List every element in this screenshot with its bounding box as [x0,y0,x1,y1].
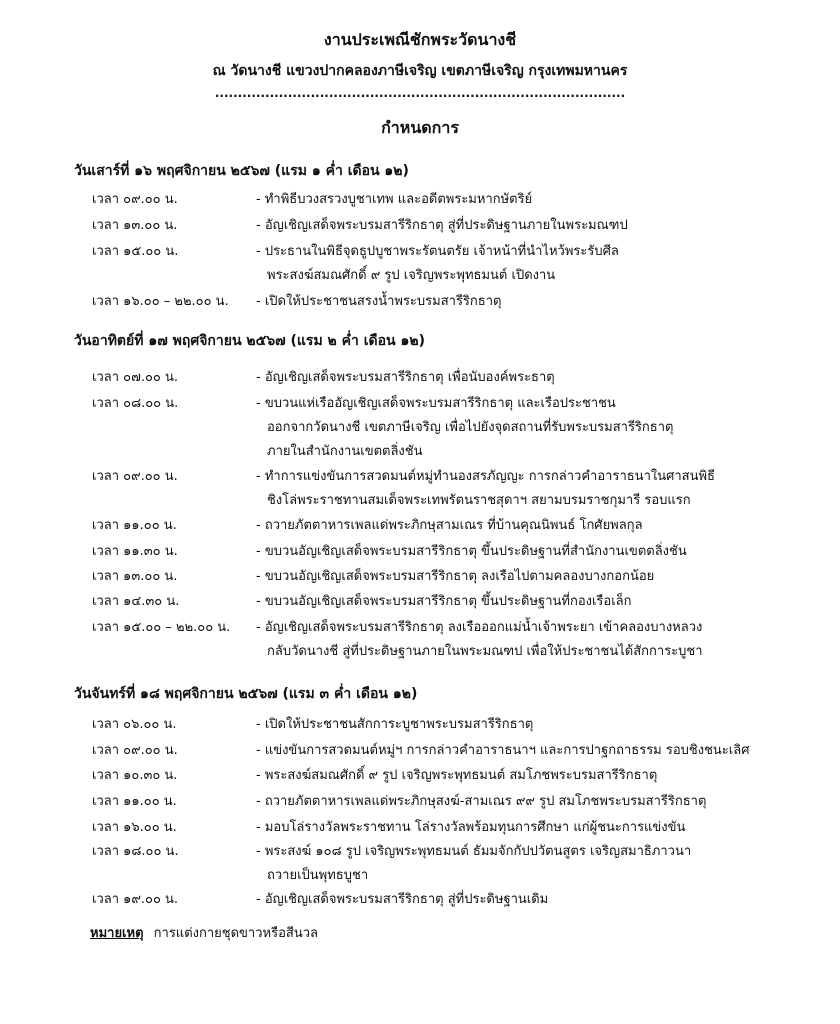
schedule-time: เวลา ๑๕.๐๐ – ๒๒.๐๐ น. [92,620,231,635]
activity-line: - เปิดให้ประชาชนสักการะบูชาพระบรมสารีริกธาตุ [256,717,534,732]
schedule-time: เวลา ๑๑.๐๐ น. [92,794,177,809]
schedule-time: เวลา ๑๖.๐๐ – ๒๒.๐๐ น. [92,294,229,309]
schedule-time: เวลา ๐๘.๐๐ น. [92,396,179,411]
schedule-activity [256,790,816,814]
schedule-time: เวลา ๑๓.๐๐ น. [92,569,178,584]
activity-line: - ประธานในพิธีจุดธูปบูชาพระรัตนตรัย เจ้าหน้าที่นำไหว้พระรับศีล [256,244,619,259]
schedule-time: เวลา ๑๐.๓๐ น. [92,768,178,783]
activity-line: - มอบโล่รางวัลพระราชทาน โล่รางวัลพร้อมทุนการศึกษา แก่ผู้ชนะการแข่งขัน [256,820,686,835]
activity-line: - ขบวนแห่เรืออัญเชิญเสด็จพระบรมสารีริกธาตุ และเรือประชาชน [256,396,616,411]
activity-line: - พระสงฆ์ ๑๐๘ รูป เจริญพระพุทธมนต์ ธัมมจักกัปปวัตนสูตร เจริญสมาธิภาวนา [256,844,692,859]
schedule-activity [256,214,816,238]
activity-line: - พระสงฆ์สมณศักดิ์ ๙ รูป เจริญพระพุทธมนต์ สมโภชพระบรมสารีริกธาตุ [256,768,658,783]
activity-line: - อัญเชิญเสด็จพระบรมสารีริกธาตุ สู่ที่ประดิษฐานเดิม [256,892,549,907]
schedule-activity [256,565,816,589]
schedule-activity [256,816,816,840]
schedule-activity [256,514,816,538]
schedule-time: เวลา ๑๔.๓๐ น. [92,594,180,609]
activity-line: - เปิดให้ประชาชนสรงน้ำพระบรมสารีริกธาตุ [256,294,502,309]
activity-line: - อัญเชิญเสด็จพระบรมสารีริกธาตุ สู่ที่ประดิษฐานภายในพระมณฑป [256,218,628,233]
activity-line: ภายในสำนักงานเขตตลิ่งชัน [267,444,423,459]
schedule-time: เวลา ๐๗.๐๐ น. [92,370,179,385]
schedule-time: เวลา ๐๙.๐๐ น. [92,192,178,207]
schedule-activity [256,540,816,564]
day-heading: วันจันทร์ที่ ๑๘ พฤศจิกายน ๒๕๖๗ (แรม ๓ ค่ำ เดือน ๑๒) [74,686,418,702]
note-label: หมายเหตุ [90,926,144,941]
schedule-heading: กำหนดการ [381,118,459,137]
dotted-separator: .......................................................................................... [214,86,626,100]
schedule-activity [256,392,816,464]
activity-line: - ทำพิธีบวงสรวงบูชาเทพ และอดีตพระมหากษัตริย์ [256,192,533,207]
schedule-time: เวลา ๑๑.๐๐ น. [92,518,177,533]
schedule-time: เวลา ๐๙.๐๐ น. [92,743,178,758]
schedule-activity [256,240,816,288]
schedule-time: เวลา ๐๖.๐๐ น. [92,717,177,732]
activity-line: ออกจากวัดนางชี เขตภาษีเจริญ เพื่อไปยังจุดสถานที่รับพระบรมสารีริกธาตุ [267,420,674,435]
activity-line: พระสงฆ์สมณศักดิ์ ๙ รูป เจริญพระพุทธมนต์ เปิดงาน [267,268,556,283]
schedule-time: เวลา ๑๙.๐๐ น. [92,892,179,907]
day-heading: วันอาทิตย์ที่ ๑๗ พฤศจิกายน ๒๕๖๗ (แรม ๒ ค่ำ เดือน ๑๒) [74,333,425,349]
activity-line: - ถวายภัตตาหารเพลแด่พระภิกษุสามเณร ที่บ้านคุณนิพนธ์ โกศัยพลกุล [256,518,643,533]
schedule-activity [256,764,816,788]
schedule-activity [256,840,816,888]
schedule-activity [256,616,816,664]
schedule-activity [256,188,816,212]
schedule-time: เวลา ๑๖.๐๐ น. [92,820,177,835]
note [90,922,318,943]
schedule-activity [256,888,816,912]
schedule-activity [256,366,816,390]
activity-line: - ขบวนอัญเชิญเสด็จพระบรมสารีริกธาตุ ลงเรือไปตามคลองบางกอกน้อย [256,569,655,584]
document-title: งานประเพณีชักพระวัดนางชี [323,30,517,49]
activity-line: - อัญเชิญเสด็จพระบรมสารีริกธาตุ ลงเรือออกแม่น้ำเจ้าพระยา เข้าคลองบางหลวง [256,620,703,635]
schedule-time: เวลา ๐๙.๐๐ น. [92,469,178,484]
note-text: การแต่งกายชุดขาวหรือสีนวล [153,926,318,941]
activity-line: ชิงโล่พระราชทานสมเด็จพระเทพรัตนราชสุดาฯ สยามบรมราชกุมารี รอบแรก [267,493,691,508]
document-subtitle: ณ วัดนางชี แขวงปากคลองภาษีเจริญ เขตภาษีเจริญ กรุงเทพมหานคร [212,63,628,79]
schedule-activity [256,290,816,314]
schedule-time: เวลา ๑๓.๐๐ น. [92,218,178,233]
schedule-time: เวลา ๑๘.๐๐ น. [92,844,179,859]
activity-line: - ถวายภัตตาหารเพลแด่พระภิกษุสงฆ์-สามเณร ๙๙ รูป สมโภชพระบรมสารีริกธาตุ [256,794,707,809]
schedule-time: เวลา ๑๑.๓๐ น. [92,544,178,559]
activity-line: ถวายเป็นพุทธบูชา [267,868,369,883]
activity-line: กลับวัดนางชี สู่ที่ประดิษฐานภายในพระมณฑป เพื่อให้ประชาชนได้สักการะบูชา [267,644,703,659]
activity-line: - แข่งขันการสวดมนต์หมู่ฯ การกล่าวคำอาราธนาฯ และการปาฐกถาธรรม รอบชิงชนะเลิศ [256,743,750,758]
day-heading: วันเสาร์ที่ ๑๖ พฤศจิกายน ๒๕๖๗ (แรม ๑ ค่ำ เดือน ๑๒) [74,163,409,179]
schedule-activity [256,590,816,614]
activity-line: - ทำการแข่งขันการสวดมนต์หมู่ทำนองสรภัญญะ การกล่าวคำอาราธนาในศาสนพิธี [256,469,715,484]
schedule-activity [256,713,816,737]
activity-line: - อัญเชิญเสด็จพระบรมสารีริกธาตุ เพื่อนับองค์พระธาตุ [256,370,555,385]
activity-line: - ขบวนอัญเชิญเสด็จพระบรมสารีริกธาตุ ขึ้นประดิษฐานที่กองเรือเล็ก [256,594,632,609]
schedule-time: เวลา ๑๕.๐๐ น. [92,244,179,259]
schedule-activity [256,739,816,763]
activity-line: - ขบวนอัญเชิญเสด็จพระบรมสารีริกธาตุ ขึ้นประดิษฐานที่สำนักงานเขตตลิ่งชัน [256,544,687,559]
schedule-activity [256,465,816,513]
